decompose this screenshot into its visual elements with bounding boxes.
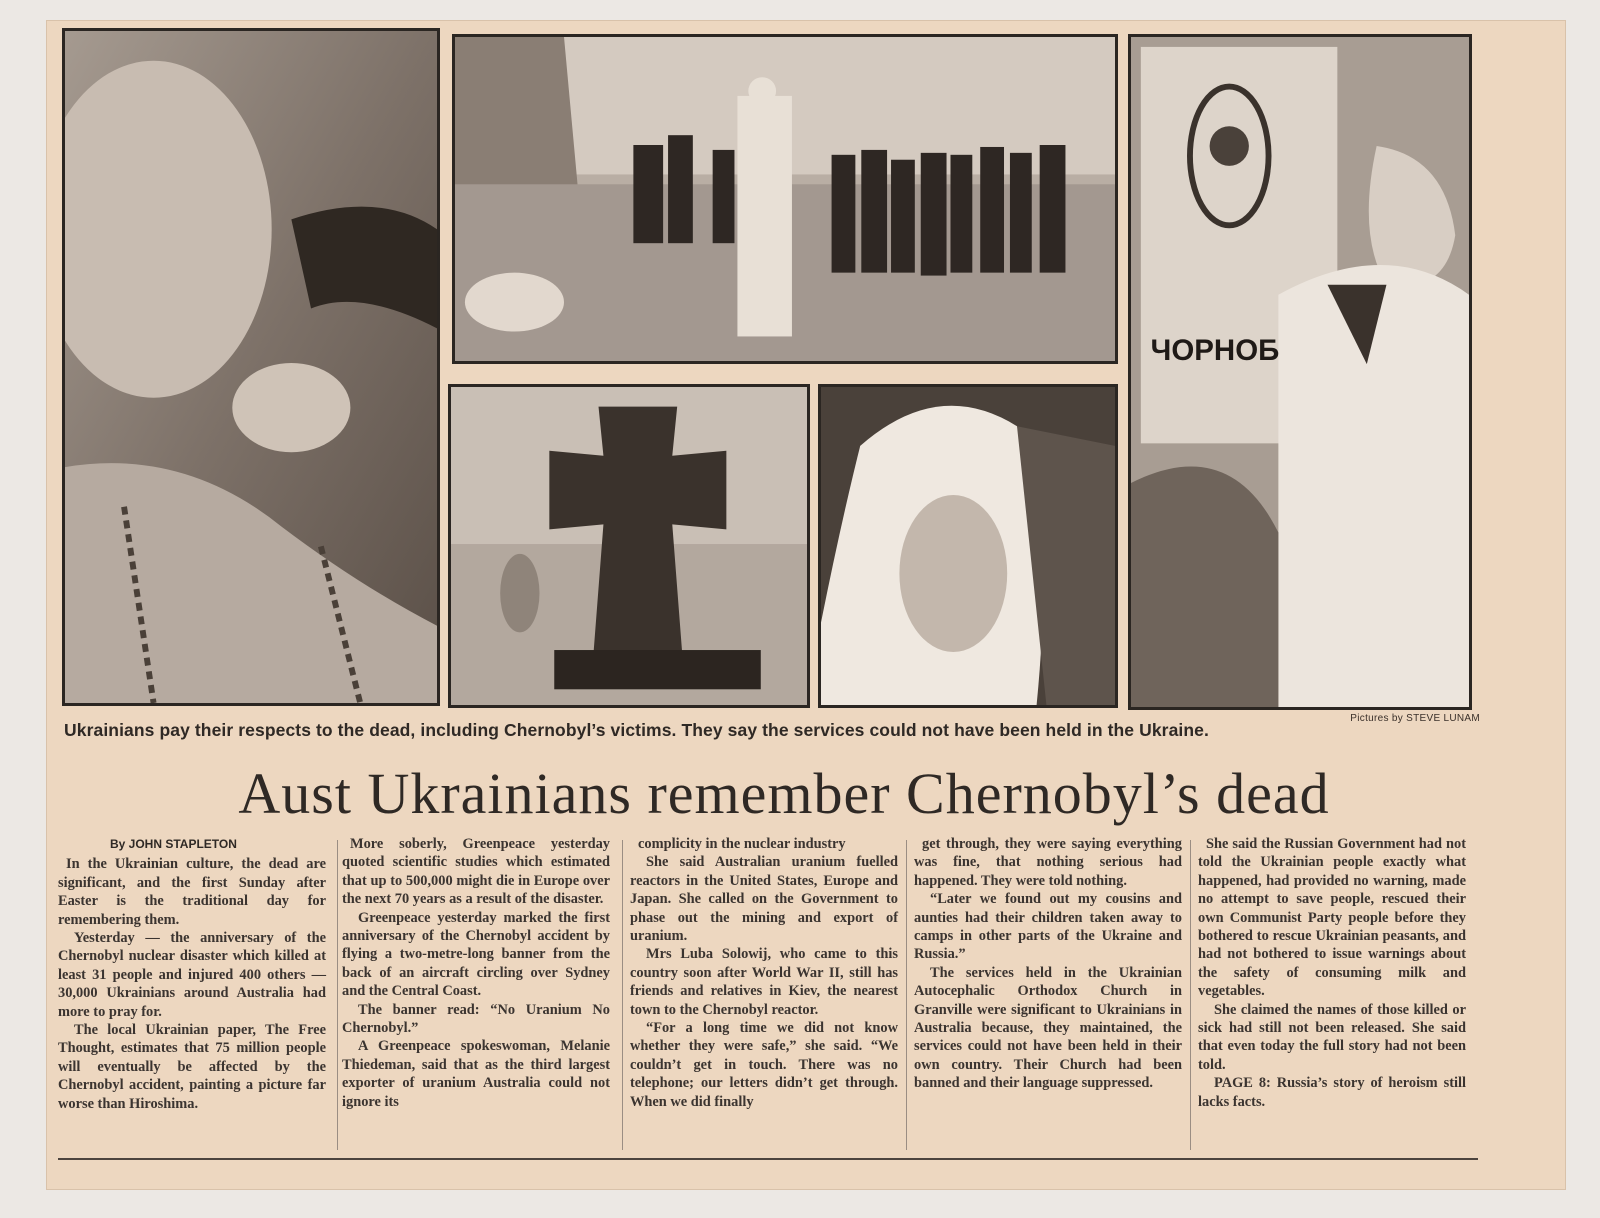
- paragraph: She claimed the names of those killed or sick had still not been released. She said that even today the full story had not been told.: [1198, 1001, 1466, 1073]
- paragraph: complicity in the nuclear industry: [638, 836, 846, 852]
- paragraph: She said the Russian Government had not told the Ukrainian people exactly what happened, had provided no warning, made no attempt to save people, rescued their own Communist Party people before they bothered to rescue Ukrainian peasants, and had not bothered to issue warnings about the safety of consuming milk and vegetables.: [1198, 836, 1466, 1000]
- paragraph: Greenpeace yesterday marked the first anniversary of the Chernobyl accident by flying a two-metre-long banner from the back of an aircraft circling over Sydney and the Central Coast.: [342, 909, 610, 1000]
- paragraph: The local Ukrainian paper, The Free Thought, estimates that 75 million people will eventually be affected by the Chernobyl accident, painting a picture far worse than Hiroshima.: [58, 1022, 326, 1112]
- photo-caption: Ukrainians pay their respects to the dead, including Chernobyl’s victims. They say the services could not have been held in the Ukraine.: [64, 720, 1209, 740]
- photo-woman-praying: [62, 28, 440, 706]
- paragraph: Mrs Luba Solowij, who came to this country soon after World War II, still has friends and relatives in Kiev, the nearest town to the Chernobyl reactor.: [630, 946, 898, 1018]
- photo-woman-headscarf: [818, 384, 1118, 708]
- column-divider: [337, 840, 338, 1150]
- column-divider: [1190, 840, 1191, 1150]
- paragraph: get through, they were saying everything was fine, that nothing serious had happened. They were told nothing.: [914, 836, 1182, 889]
- paragraph: PAGE 8: Russia’s story of heroism still lacks facts.: [1198, 1075, 1466, 1110]
- paragraph: She said Australian uranium fuelled reactors in the United States, Europe and Japan. She called on the Government to phase out the mining and export of uranium.: [630, 854, 898, 945]
- paragraph: Yesterday — the anniversary of the Chernobyl nuclear disaster which killed at least 31 people and injured 400 others — 30,000 Ukrainians around Australia had more to pray for.: [58, 930, 326, 1020]
- photo-memorial-ceremony: [452, 34, 1118, 364]
- photo-man-with-sign: [1128, 34, 1472, 710]
- bottom-rule: [58, 1158, 1478, 1160]
- paragraph: The services held in the Ukrainian Autocephalic Orthodox Church in Granville were significant to Ukrainians in Australia because, they maintained, the services could not have been held in their own country. Their Church had been banned and their language suppressed.: [914, 964, 1182, 1092]
- column-3: [630, 835, 898, 1111]
- column-1: [58, 835, 326, 1113]
- column-divider: [622, 840, 623, 1150]
- paragraph: The banner read: “No Uranium No Chernobyl.”: [342, 1001, 610, 1037]
- paragraph: In the Ukrainian culture, the dead are significant, and the first Sunday after Easter is the traditional day for remembering them.: [58, 856, 326, 928]
- column-4: [914, 835, 1182, 1093]
- photo-credit: Pictures by STEVE LUNAM: [1350, 713, 1480, 724]
- paragraph: A Greenpeace spokeswoman, Melanie Thiedeman, said that as the third largest exporter of uranium Australia could not ignore its: [342, 1038, 610, 1110]
- sign-text: ЧОРНОБ: [1150, 333, 1280, 368]
- column-5: [1198, 835, 1466, 1111]
- article-body: [58, 835, 1478, 1155]
- paragraph: “For a long time we did not know whether they were safe,” she said. “We couldn’t get in touch. There was no telephone; our letters didn’t get through. When we did finally: [630, 1020, 898, 1110]
- paragraph: More soberly, Greenpeace yesterday quoted scientific studies which estimated that up to 500,000 might die in Europe over the next 70 years as a result of the disaster.: [342, 836, 610, 908]
- column-2: [342, 835, 610, 1111]
- column-divider: [906, 840, 907, 1150]
- headline: Aust Ukrainians remember Chernobyl’s dead: [238, 761, 1330, 826]
- photo-stone-cross: [448, 384, 810, 708]
- byline: By JOHN STAPLETON: [110, 837, 237, 851]
- paragraph: “Later we found out my cousins and aunties had their children taken away to camps in other parts of the Ukraine and Russia.”: [914, 891, 1182, 963]
